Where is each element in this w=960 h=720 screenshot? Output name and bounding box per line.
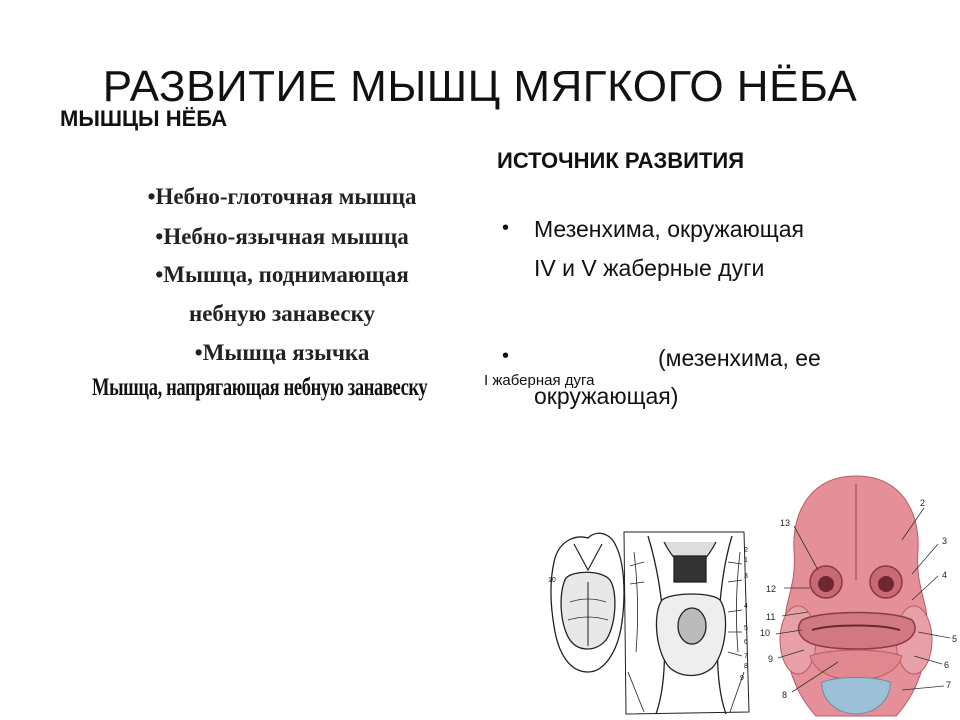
illustration-label: 12 <box>766 584 777 594</box>
slide-title: РАЗВИТИЕ МЫШЦ МЯГКОГО НЁБА <box>102 62 858 111</box>
source-1-line1: Мезенхима, окружающая <box>534 216 804 242</box>
right-column-heading: ИСТОЧНИК РАЗВИТИЯ <box>497 148 745 173</box>
source-bullet: • <box>502 217 510 239</box>
illustration-label: 6 <box>944 660 950 670</box>
illustration-label: 11 <box>766 612 776 622</box>
muscle-item-levator-line2: небную занавеску <box>188 301 376 326</box>
first-branchial-arch-label: I жаберная дуга <box>484 372 595 389</box>
embryo-face-illustration <box>752 470 960 720</box>
illustration-label: 8 <box>782 690 788 700</box>
drawing-label: 10 <box>548 577 556 584</box>
illustration-label: 10 <box>760 628 771 638</box>
source-2-line1: (мезенхима, ее <box>658 345 821 371</box>
left-column-heading: МЫШЦЫ НЁБА <box>60 106 228 131</box>
illustration-label: 13 <box>780 518 791 528</box>
drawing-label: 3 <box>744 573 748 580</box>
illustration-label: 9 <box>768 654 774 664</box>
illustration-label: 7 <box>946 680 952 690</box>
palate-muscles-drawing <box>544 522 754 720</box>
drawing-label: 9 <box>740 675 744 682</box>
source-bullet: • <box>502 345 510 367</box>
illustration-label: 4 <box>942 570 948 580</box>
muscle-item-levator-line1: •Мышца, поднимающая <box>155 262 409 287</box>
drawing-label: 1 <box>744 557 748 564</box>
drawing-label: 2 <box>744 547 748 554</box>
illustration-label: 2 <box>920 498 926 508</box>
source-2-line2: окружающая) <box>534 383 679 409</box>
drawing-label: 8 <box>744 663 748 670</box>
muscle-item-tensor: Мышца, напрягающая небную занавеску <box>92 374 428 401</box>
muscle-item-palatopharyngeus: •Небно-глоточная мышца <box>147 184 417 209</box>
drawing-label: 5 <box>744 625 748 632</box>
drawing-label: 6 <box>744 639 748 646</box>
muscle-item-palatoglossus: •Небно-язычная мышца <box>155 224 409 249</box>
source-1-line2: IV и V жаберные дуги <box>534 255 765 281</box>
drawing-label: 7 <box>744 653 748 660</box>
illustration-label: 3 <box>942 536 948 546</box>
muscle-item-uvulae: •Мышца язычка <box>194 340 370 365</box>
drawing-label: 4 <box>744 603 748 610</box>
illustration-label: 5 <box>952 634 958 644</box>
